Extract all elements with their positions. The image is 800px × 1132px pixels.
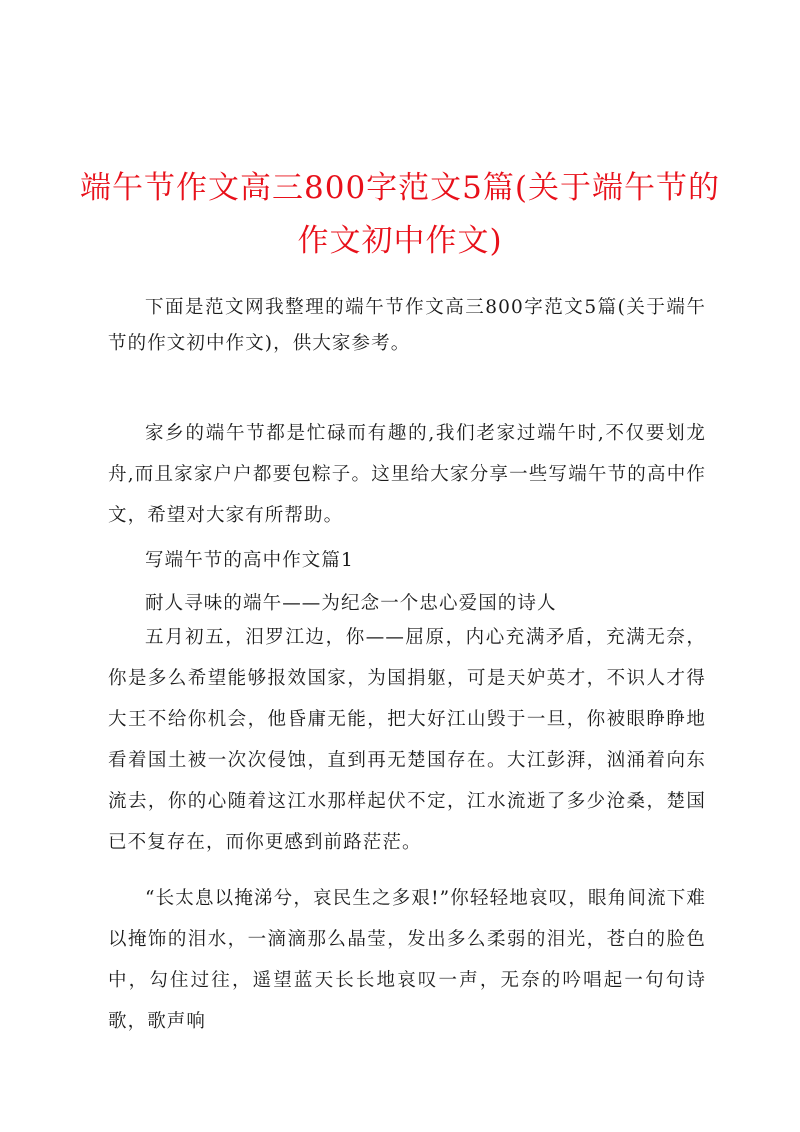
essay-subtitle: 耐人寻味的端午——为纪念一个忠心爱国的诗人 [145, 593, 557, 614]
document-title-line1: 端午节作文高三800字范文5篇(关于端午节的 [80, 170, 720, 206]
document-title-line2: 作文初中作文) [297, 223, 503, 259]
essay-paragraph-2: “长太息以掩涕兮，哀民生之多艰!”你轻轻地哀叹，眼角间流下难以掩饰的泪水，一滴滴那么晶莹，发出多么柔弱的泪光，苍白的脸色中，勾住过往，遥望蓝天长长地哀叹一声，无奈的吟唱起一句句诗歌，歌声响 [108, 888, 706, 1032]
section-heading: 写端午节的高中作文篇1 [145, 550, 354, 571]
intro-paragraph: 下面是范文网我整理的端午节作文高三800字范文5篇(关于端午节的作文初中作文)，供大家参考。 [108, 297, 706, 354]
essay-paragraph-1: 五月初五，汨罗江边，你——屈原，内心充满矛盾，充满无奈，你是多么希望能够报效国家，为国捐躯，可是天妒英才，不识人才得大王不给你机会，他昏庸无能，把大好江山毁于一旦，你被眼睁睁地看着国土被一次次侵蚀，直到再无楚国存在。大江彭湃，汹涌着向东流去，你的心随着这江水那样起伏不定，江水流逝了多少沧桑，楚国已不复存在，而你更感到前路茫茫。 [108, 627, 706, 853]
hometown-paragraph: 家乡的端午节都是忙碌而有趣的,我们老家过端午时,不仅要划龙舟,而且家家户户都要包粽子。这里给大家分享一些写端午节的高中作文，希望对大家有所帮助。 [108, 423, 706, 526]
